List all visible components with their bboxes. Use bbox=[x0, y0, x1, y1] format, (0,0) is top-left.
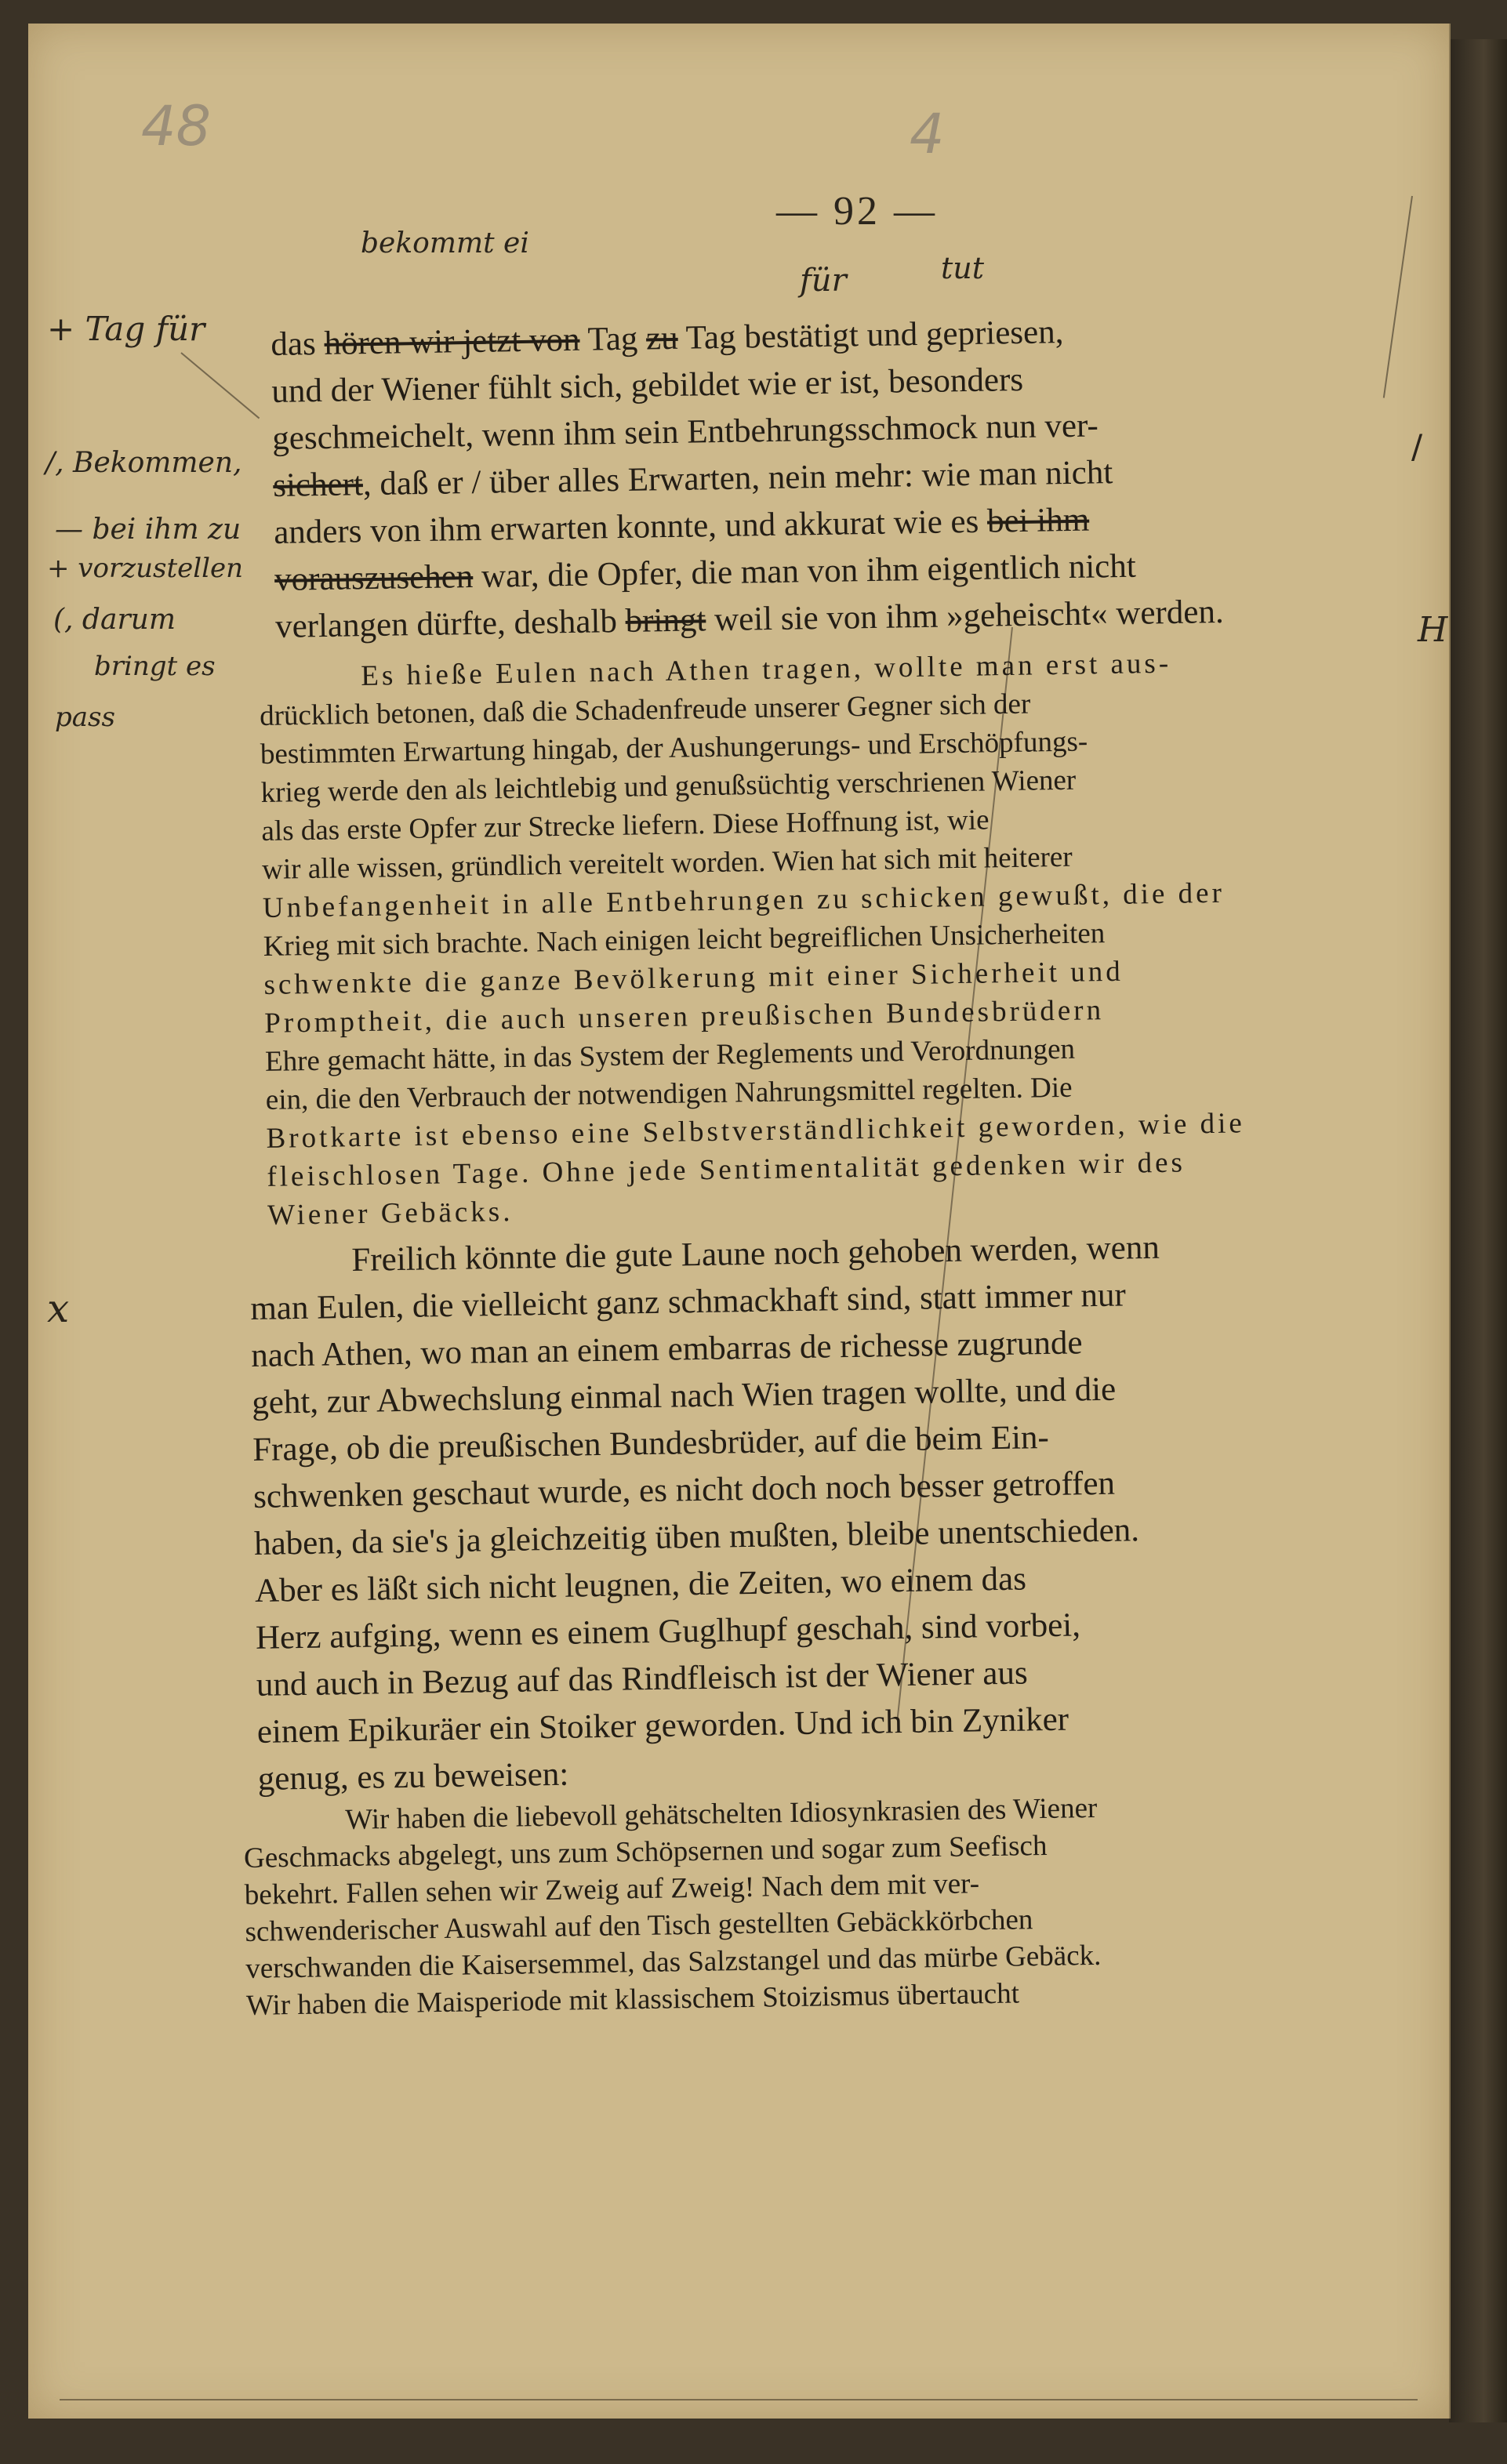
text-line: drücklich betonen, daß die Schadenfreude unserer Gegner sich der bbox=[259, 688, 1031, 732]
text-line: Aber es läßt sich nicht leugnen, die Zeiten, wo einem das bbox=[254, 1560, 1027, 1609]
annotation-margin-1: + Tag für bbox=[47, 310, 205, 348]
page-number: — 92 — bbox=[776, 189, 938, 234]
struck-text: zu bbox=[645, 319, 679, 357]
text-line: Wiener Gebäcks. bbox=[267, 1195, 514, 1232]
text-line: schwenken geschaut wurde, es nicht doch noch besser getroffen bbox=[252, 1464, 1116, 1515]
annotation-margin-4: + vorzustellen bbox=[47, 553, 244, 584]
pencil-page-mark: 48 bbox=[141, 94, 212, 158]
text-line: Brotkarte ist ebenso eine Selbstverständlichkeit geworden, wie die bbox=[266, 1107, 1246, 1155]
text-line: Ehre gemacht hätte, in das System der Reglements und Verordnungen bbox=[264, 1032, 1076, 1078]
text-line: und auch in Bezug auf das Rindfleisch ist der Wiener aus bbox=[256, 1654, 1029, 1704]
annotation-top-right: tut bbox=[941, 251, 985, 285]
text-line: Unbefangenheit in alle Entbehrungen zu schicken gewußt, die der bbox=[262, 876, 1226, 924]
text-segment: weil sie von ihm »geheischt« werden. bbox=[705, 593, 1224, 639]
paragraph-2 bbox=[259, 641, 1381, 1235]
text-segment: war, die Opfer, die man von ihm eigentlich nicht bbox=[472, 547, 1137, 595]
text-line: und der Wiener fühlt sich, gebildet wie er ist, besonders bbox=[271, 361, 1024, 410]
page-bottom-rule bbox=[60, 2399, 1418, 2400]
pencil-top-mark: 4 bbox=[910, 102, 945, 166]
text-segment: das bbox=[271, 325, 317, 363]
paragraph-4-quotation bbox=[243, 1786, 1360, 2024]
text-line: Es hieße Eulen nach Athen tragen, wollte man erst aus- bbox=[361, 647, 1172, 692]
paragraph-1 bbox=[271, 304, 1389, 651]
annotation-above-tag: für bbox=[800, 263, 847, 299]
text-line: Frage, ob die preußischen Bundesbrüder, auf die beim Ein- bbox=[252, 1419, 1050, 1468]
text-line: schwenkte die ganze Bevölkerung mit einer Sicherheit und bbox=[263, 955, 1124, 1001]
text-line: wir alle wissen, gründlich vereitelt worden. Wien hat sich mit heiterer bbox=[261, 840, 1073, 886]
text-segment: Tag bbox=[587, 320, 638, 358]
text-line: schwenderischer Auswahl auf den Tisch gestellten Gebäckkörbchen bbox=[245, 1903, 1033, 1948]
annotation-margin-2: /, Bekommen, bbox=[45, 447, 242, 479]
text-line: Freilich könnte die gute Laune noch gehoben werden, wenn bbox=[351, 1228, 1160, 1279]
paragraph-3 bbox=[249, 1221, 1371, 1803]
text-line: Wir haben die liebevoll gehätschelten Idiosynkrasien des Wiener bbox=[345, 1791, 1098, 1836]
text-segment: verlangen dürfte, deshalb bbox=[274, 603, 618, 645]
annotation-margin-7: pass bbox=[55, 702, 115, 733]
annotation-margin-5: (, darum bbox=[53, 604, 176, 636]
text-line: nach Athen, wo man an einem embarras de richesse zugrunde bbox=[250, 1324, 1083, 1374]
text-line: genug, es zu beweisen: bbox=[257, 1755, 569, 1798]
annotation-right-h: H bbox=[1418, 610, 1448, 650]
text-line: Krieg mit sich brachte. Nach einigen leicht begreiflichen Unsicherheiten bbox=[263, 917, 1106, 963]
annotation-margin-3: — bei ihm zu bbox=[55, 513, 241, 546]
struck-text: bringt bbox=[625, 601, 706, 640]
annotation-margin-6: bringt es bbox=[94, 651, 216, 682]
text-line: bestimmten Erwartung hingab, der Aushungerungs- und Erschöpfungs- bbox=[260, 725, 1088, 771]
text-line: ein, die den Verbrauch der notwendigen Nahrungsmittel regelten. Die bbox=[265, 1071, 1073, 1116]
text-line: fleischlosen Tage. Ohne jede Sentimentalität gedenken wir des bbox=[267, 1146, 1186, 1193]
text-line: geht, zur Abwechslung einmal nach Wien tragen wollte, und die bbox=[251, 1370, 1117, 1421]
annotation-above-line: bekommt ei bbox=[361, 227, 529, 259]
text-segment: , daß er / über alles Erwarten, nein mehr: wie man nicht bbox=[362, 454, 1113, 503]
annotation-right-slash: / bbox=[1411, 427, 1423, 466]
struck-text: hören wir jetzt von bbox=[324, 321, 580, 362]
text-line: krieg werde den als leichtlebig und genußsüchtig verschrienen Wiener bbox=[260, 764, 1077, 809]
text-segment: anders von ihm erwarten konnte, und akkurat wie es bbox=[273, 503, 979, 551]
text-line: haben, da sie's ja gleichzeitig üben mußten, bleibe unentschieden. bbox=[253, 1511, 1140, 1562]
struck-text: vorauszusehen bbox=[274, 557, 474, 598]
text-line: Promptheit, die auch unseren preußischen Bundesbrüdern bbox=[263, 994, 1105, 1040]
text-line: geschmeichelt, wenn ihm sein Entbehrungsschmock nun ver- bbox=[271, 407, 1099, 457]
annotation-margin-star: x bbox=[47, 1286, 70, 1331]
book-edge bbox=[1449, 39, 1507, 2422]
text-line: als das erste Opfer zur Strecke liefern. Diese Hoffnung ist, wie bbox=[261, 804, 990, 847]
struck-text: bei ihm bbox=[986, 501, 1090, 540]
text-line: einem Epikuräer ein Stoiker geworden. Und ich bin Zyniker bbox=[256, 1700, 1069, 1751]
text-line: Wir haben die Maisperiode mit klassischem Stoizismus übertaucht bbox=[245, 1977, 1020, 2022]
struck-text: sichert bbox=[272, 466, 364, 504]
text-segment: Tag bestätigt und gepriesen, bbox=[685, 314, 1064, 357]
text-line: verschwanden die Kaisersemmel, das Salzstangel und das mürbe Gebäck. bbox=[245, 1939, 1102, 1985]
text-line: Herz aufging, wenn es einem Guglhupf geschah, sind vorbei, bbox=[255, 1606, 1081, 1657]
text-line: bekehrt. Fallen sehen wir Zweig auf Zweig! Nach dem mit ver- bbox=[244, 1867, 980, 1911]
text-line: Geschmacks abgelegt, uns zum Schöpsernen und sogar zum Seefisch bbox=[243, 1829, 1048, 1874]
text-line: man Eulen, die vielleicht ganz schmackhaft sind, statt immer nur bbox=[250, 1276, 1127, 1327]
